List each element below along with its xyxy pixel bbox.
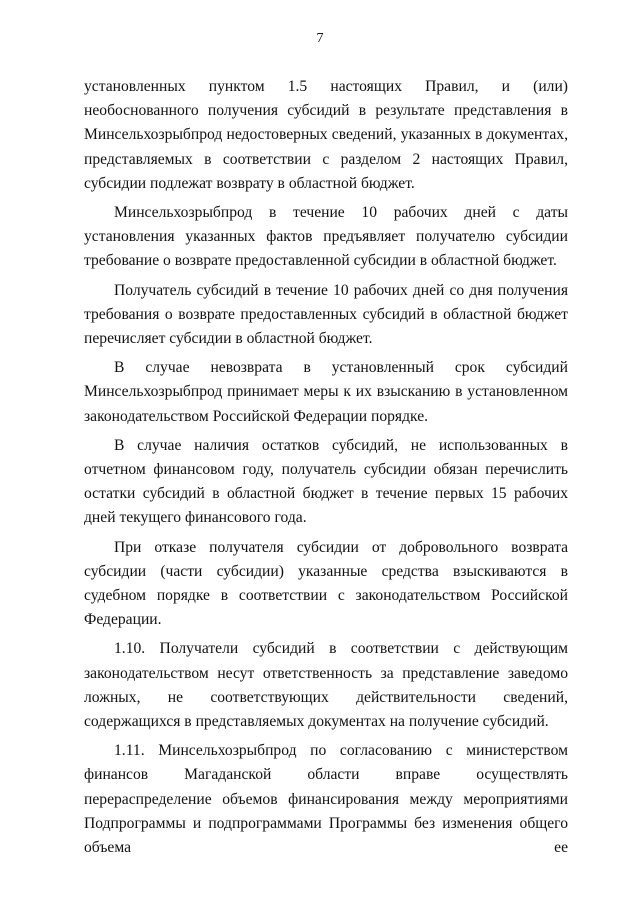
page-number: 7: [316, 31, 324, 46]
paragraph: 1.10. Получатели субсидий в соответствии с действующим законодательством несут ответственность за представление заведомо ложных, не соответствующих действительности сведений, содержащихся в представляемых документах на получение субсидий.: [84, 640, 568, 731]
paragraph: установленных пунктом 1.5 настоящих Правил, и (или) необоснованного получения субсидий в результате представления в Минсельхозрыбпрод недостоверных сведений, указанных в документах, представляемых в соответствии с разделом 2 настоящих Правил, субсидии подлежат возврату в областной бюджет.: [84, 78, 568, 192]
document-body: [84, 75, 568, 865]
paragraph: В случае наличия остатков субсидий, не использованных в отчетном финансовом году, получатель субсидии обязан перечислить остатки субсидий в областной бюджет в течение первых 15 рабочих дней текущего финансового года.: [84, 436, 568, 527]
paragraph: 1.11. Минсельхозрыбпрод по согласованию с министерством финансов Магаданской области вправе осуществлять перераспределение объемов финансирования между мероприятиями Подпрограммы и подпрограммами Программы без изменения общего объема ее: [84, 742, 568, 857]
paragraph: Получатель субсидий в течение 10 рабочих дней со дня получения требования о возврате предоставленных субсидий в областной бюджет перечисляет субсидии в областной бюджет.: [84, 281, 568, 348]
paragraph: В случае невозврата в установленный срок субсидий Минсельхозрыбпрод принимает меры к их взысканию в установленном законодательством Российской Федерации порядке.: [84, 359, 568, 425]
paragraph: При отказе получателя субсидии от добровольного возврата субсидии (части субсидии) указанные средства взыскиваются в судебном порядке в соответствии с законодательством Российской Федерации.: [84, 538, 568, 629]
paragraph: Минсельхозрыбпрод в течение 10 рабочих дней с даты установления указанных фактов предъявляет получателю субсидии требование о возврате предоставленной субсидии в областной бюджет.: [84, 204, 568, 270]
